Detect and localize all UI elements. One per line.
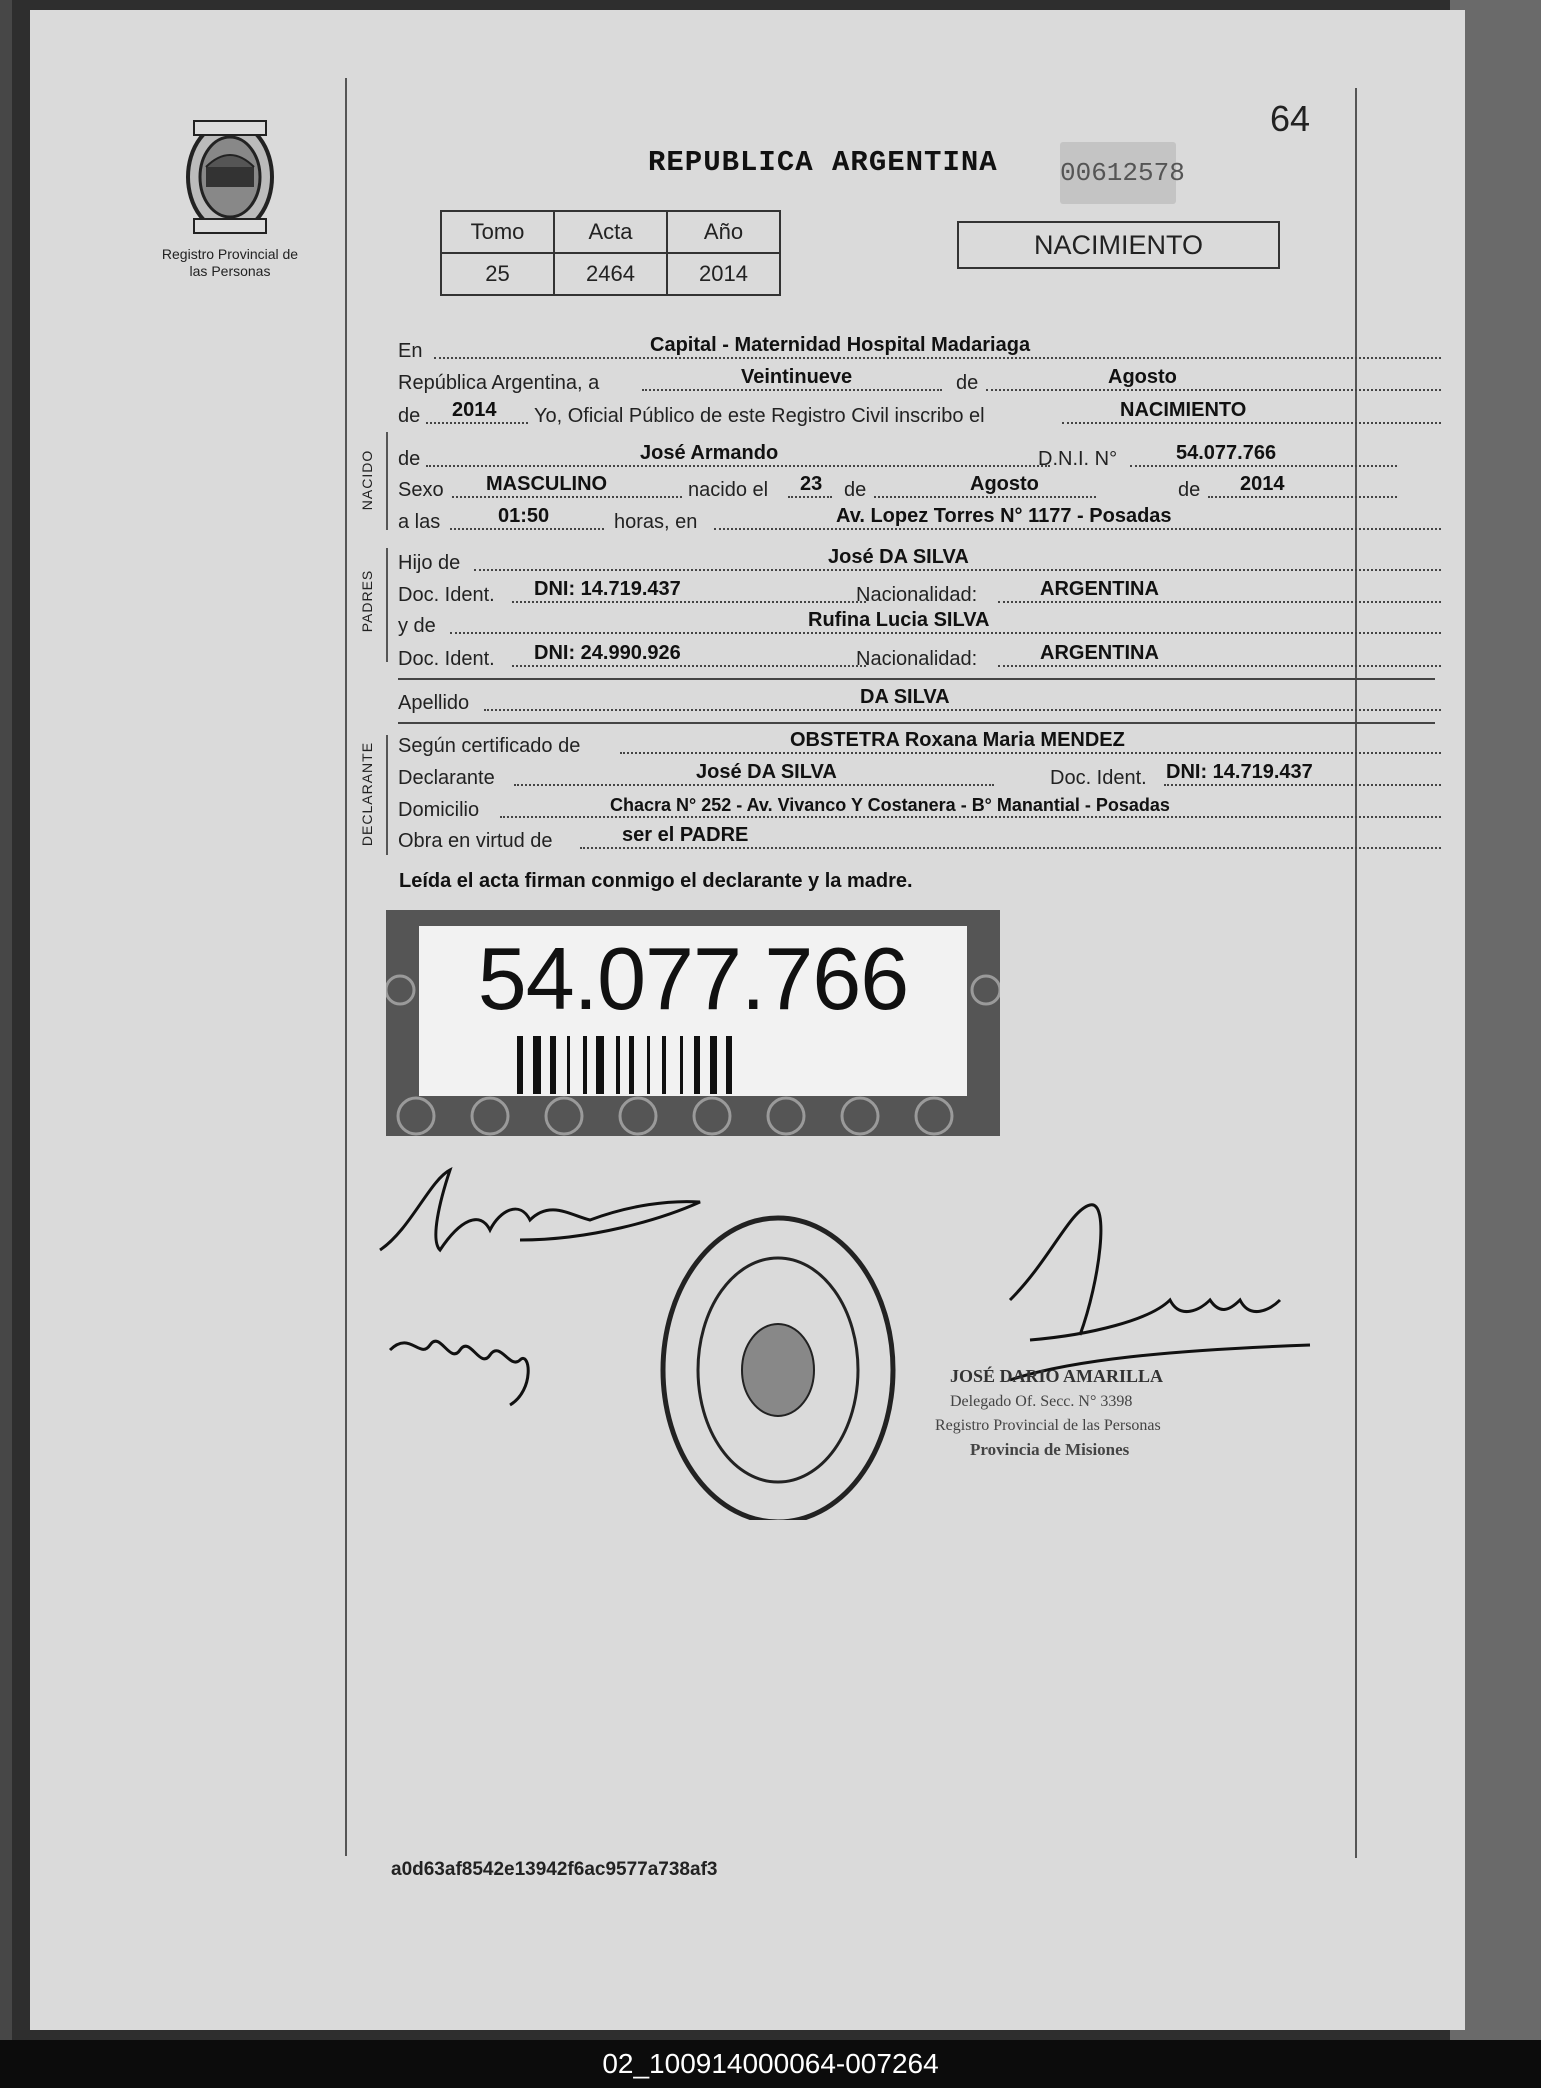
- dotted-line: [874, 496, 1096, 498]
- section-bar-nacido: [386, 432, 388, 530]
- child-name-field: José Armando: [640, 442, 779, 464]
- barcode-bar: [680, 1036, 683, 1094]
- birth-place-field: Capital - Maternidad Hospital Madariaga: [650, 334, 1031, 356]
- barcode-bar: [662, 1036, 666, 1094]
- dni-number: 54.077.766: [477, 929, 909, 1028]
- dotted-line: [512, 665, 866, 667]
- dotted-line: [500, 816, 1441, 818]
- sex-field: MASCULINO: [486, 473, 608, 495]
- serial-number: 00612578: [1060, 142, 1176, 204]
- line-sex: [398, 475, 1441, 503]
- official-role: Delegado Of. Secc. N° 3398: [950, 1393, 1133, 1410]
- field-label: República Argentina, a: [398, 372, 600, 394]
- barcode-bar: [710, 1036, 717, 1094]
- barcode-bar: [726, 1036, 732, 1094]
- logo-caption: Registro Provincial de las Personas: [161, 246, 299, 279]
- barcode-bar: [550, 1036, 556, 1094]
- line-mother: [398, 611, 1441, 639]
- scan-footer: 02_100914000064-007264: [0, 2040, 1541, 2088]
- field-label: Sexo: [398, 479, 444, 501]
- registry-logo: [160, 115, 300, 280]
- dni-label-sticker: [386, 910, 1000, 1136]
- mother-name-field: Rufina Lucia SILVA: [808, 609, 990, 631]
- line-declarant: [398, 763, 1441, 791]
- birth-time-field: 01:50: [498, 505, 550, 527]
- official-stamp: [663, 1218, 893, 1520]
- field-label: nacido el: [688, 479, 769, 501]
- mother-signature: [390, 1341, 528, 1405]
- line-date: [398, 368, 1441, 396]
- dotted-line: [452, 496, 682, 498]
- barcode-bar: [567, 1036, 570, 1094]
- birth-year-field: 2014: [1240, 473, 1285, 495]
- capacity-field: ser el PADRE: [622, 824, 749, 846]
- signature-area: [370, 1160, 1370, 1520]
- barcode-bar: [647, 1036, 650, 1094]
- field-label: Doc. Ident.: [398, 584, 495, 606]
- field-label: Declarante: [398, 767, 495, 789]
- barcode-bar: [596, 1036, 604, 1094]
- line-surname: [398, 688, 1441, 716]
- field-label: Apellido: [398, 692, 470, 714]
- declarant-signature: [380, 1170, 700, 1250]
- field-label: a las: [398, 511, 441, 533]
- dotted-line: [1130, 465, 1397, 467]
- dotted-line: [580, 847, 1441, 849]
- dotted-line: [998, 601, 1441, 603]
- dotted-line: [1062, 422, 1441, 424]
- section-bar-padres: [386, 548, 388, 662]
- left-margin-line: [345, 78, 347, 1856]
- dotted-line: [714, 528, 1441, 530]
- line-time: [398, 507, 1441, 535]
- declarant-name-field: José DA SILVA: [696, 761, 837, 783]
- barcode-bar: [694, 1036, 700, 1094]
- mother-doc-field: DNI: 24.990.926: [534, 642, 681, 664]
- field-label: Domicilio: [398, 799, 480, 821]
- official-name: JOSÉ DARIO AMARILLA: [950, 1366, 1164, 1386]
- child-dni-field: 54.077.766: [1176, 442, 1277, 464]
- section-bar-declarante: [386, 735, 388, 855]
- line-capacity: [398, 826, 1441, 854]
- field-label: de: [844, 479, 867, 501]
- line-father-doc: [398, 580, 1441, 608]
- closing-statement: Leída el acta firman conmigo el declarante y la madre.: [399, 870, 913, 892]
- barcode-bar: [533, 1036, 541, 1094]
- field-label: Nacionalidad:: [856, 648, 978, 670]
- record-type: NACIMIENTO: [957, 221, 1280, 269]
- event-field: NACIMIENTO: [1120, 399, 1247, 421]
- barcode-bar: [616, 1036, 620, 1094]
- official-province: Provincia de Misiones: [970, 1440, 1130, 1459]
- province-seal-icon: [180, 115, 280, 240]
- dotted-line: [998, 665, 1441, 667]
- line-name: [398, 444, 1441, 472]
- field-label: En: [398, 340, 423, 362]
- father-doc-field: DNI: 14.719.437: [534, 578, 681, 600]
- line-place: [398, 336, 1441, 364]
- line-father: [398, 548, 1441, 576]
- barcode-bar: [583, 1036, 587, 1094]
- line-address: [398, 795, 1441, 823]
- declarant-address-field: Chacra N° 252 - Av. Vivanco Y Costanera - B° Manantial - Posadas: [610, 795, 1170, 815]
- barcode-bar: [517, 1036, 523, 1094]
- document-hash: a0d63af8542e13942f6ac9577a738af3: [391, 1859, 718, 1880]
- dotted-line: [450, 632, 1441, 634]
- dotted-line: [986, 389, 1441, 391]
- dotted-line: [642, 389, 942, 391]
- day-field: Veintinueve: [741, 366, 853, 388]
- table-header: Tomo: [441, 211, 554, 253]
- field-label: Doc. Ident.: [1050, 767, 1147, 789]
- page-number: 64: [1270, 98, 1311, 139]
- book-reference-table: [440, 210, 781, 296]
- dotted-line: [788, 496, 832, 498]
- table-cell: 25: [441, 253, 554, 295]
- month-field: Agosto: [1108, 366, 1177, 388]
- section-label-nacido: NACIDO: [359, 449, 375, 511]
- field-label: y de: [398, 615, 436, 637]
- field-label: Obra en virtud de: [398, 830, 553, 852]
- dotted-line: [1208, 496, 1397, 498]
- field-label: de: [956, 372, 979, 394]
- table-cell: 2014: [667, 253, 780, 295]
- field-label: Hijo de: [398, 552, 461, 574]
- declarant-doc-field: DNI: 14.719.437: [1166, 761, 1313, 783]
- field-label: Yo, Oficial Público de este Registro Civil inscribo el: [534, 405, 985, 427]
- dotted-line: [434, 357, 1441, 359]
- dotted-line: [484, 709, 1441, 711]
- country-title: REPUBLICA ARGENTINA: [648, 146, 998, 179]
- section-label-declarante: DECLARANTE: [359, 741, 375, 847]
- dotted-line: [512, 601, 866, 603]
- signatures: [370, 1160, 1370, 1520]
- field-label: de: [398, 405, 421, 427]
- official-office: Registro Provincial de las Personas: [935, 1417, 1161, 1434]
- dotted-line: [620, 752, 1441, 754]
- dotted-line: [426, 422, 528, 424]
- field-label: Según certificado de: [398, 735, 581, 757]
- line-officer: [398, 401, 1441, 429]
- field-label: de: [398, 448, 421, 470]
- dotted-line: [474, 569, 1441, 571]
- officer-signature: [1010, 1205, 1310, 1380]
- line-mother-doc: [398, 644, 1441, 672]
- field-label: horas, en: [614, 511, 698, 533]
- field-label: Nacionalidad:: [856, 584, 978, 606]
- divider: [398, 722, 1435, 724]
- divider: [398, 678, 1435, 680]
- year-field: 2014: [452, 399, 497, 421]
- birth-month-field: Agosto: [970, 473, 1039, 495]
- surname-field: DA SILVA: [860, 686, 950, 708]
- father-name-field: José DA SILVA: [828, 546, 969, 568]
- birth-address-field: Av. Lopez Torres N° 1177 - Posadas: [836, 505, 1172, 527]
- mother-nationality-field: ARGENTINA: [1040, 642, 1159, 664]
- table-cell: 2464: [554, 253, 667, 295]
- line-certificate: [398, 731, 1441, 759]
- table-header: Año: [667, 211, 780, 253]
- page-left-edge: [0, 0, 12, 2040]
- birth-day-field: 23: [800, 473, 823, 495]
- dotted-line: [450, 528, 604, 530]
- section-label-padres: PADRES: [359, 569, 375, 633]
- dotted-line: [514, 784, 994, 786]
- certificate-field: OBSTETRA Roxana Maria MENDEZ: [790, 729, 1125, 751]
- dotted-line: [426, 465, 1050, 467]
- barcode-bar: [629, 1036, 634, 1094]
- field-label: Doc. Ident.: [398, 648, 495, 670]
- field-label: D.N.I. N°: [1038, 448, 1118, 470]
- field-label: de: [1178, 479, 1201, 501]
- father-nationality-field: ARGENTINA: [1040, 578, 1159, 600]
- dotted-line: [1164, 784, 1441, 786]
- table-header: Acta: [554, 211, 667, 253]
- dni-sticker-face: [419, 926, 967, 1096]
